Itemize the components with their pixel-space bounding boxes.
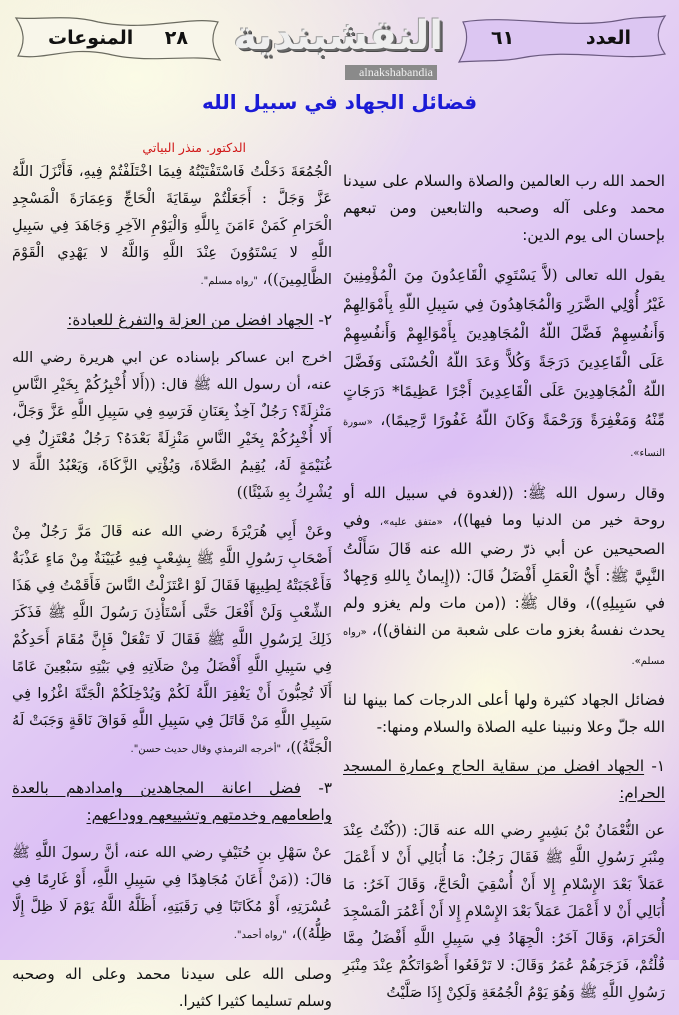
author-name: الدكتور. منذر البياتي	[142, 140, 246, 155]
closing-paragraph: وصلى الله على سيدنا محمد وعلى اله وصحبه وسلم تسليما كثيرا كثيرا.	[12, 965, 332, 1010]
hadith-paragraph: وقال رسول الله ﷺ: ((لغدوة في سبيل الله أو روحة خير من الدنيا وما فيها))، «متفق عليه»، وفي الصحيحين عن أبي ذرّ رضي الله عنه قَالَ سَأَلْتُ النَّبِيَّ ﷺ: أَيُّ الْعَمَلِ أَفْضَلُ قَالَ: ((إِيمانٌ بِاللهِ وَجِهادٌ في سَبِيلِهِ))، وقال ﷺ: ((من مات ولم يغزو ولم يحدث نفسهُ بغزو مات على شعبة من النفاق))، «رواه مسلم».	[343, 484, 666, 667]
section-heading-1: ١- الجهاد افضل من سقاية الحاج وعمارة المسجد الحرام:	[343, 757, 666, 802]
logo-subtitle: alnakshabandia	[345, 65, 437, 80]
intro-paragraph: الحمد الله رب العالمين والصلاة والسلام على سيدنا محمد وعلى آله وصحبه والتابعين ومن تبعهم بإحسان الى يوم الدين:	[343, 172, 665, 244]
hadith-paragraph: عنْ سَهْلِ بنِ حُنَيْفٍ رضي الله عنه، أنَّ رسولَ اللَّهِ ﷺ قالَ: ((مَنْ أَعَانَ مُجَاهِدًا فِي سَبِيلِ اللَّهِ، أَوْ غَارِمًا فِي عُسْرَتِهِ، أَوْ مُكَاتَبًا فِي رَقَبَتِهِ، أَظَلَّهُ اللَّهُ يَوْمَ لَا ظِلَّ إِلَّا ظِلُّهُ))، "رواه أحمد".	[12, 844, 332, 942]
hadith-paragraph: عن النُّعْمَانُ بْنُ بَشِيرٍ رضي الله عنه قَالَ: ((كُنْتُ عِنْدَ مِنْبَرِ رَسُولِ اللَّهِ ﷺ فَقَالَ رَجُلٌ: مَا أُبَالِي أَنْ لا أَعْمَلَ عَمَلاً بَعْدَ الإِسْلامِ إِلا أَنْ أُسْقِيَ الْحَاجَّ، وَقَالَ آخَرُ: مَا أُبَالِي أَنْ لا أَعْمَلَ عَمَلاً بَعْدَ الإِسْلامِ إِلا أَنْ أَعْمُرَ الْمَسْجِدَ الْحَرَامَ، وَقَالَ آخَرُ: الْجِهَادُ فِي سَبِيلِ اللَّهِ أَفْضَلُ مِمَّا قُلْتُمْ، فَزَجَرَهُمْ عُمَرُ وَقَالَ: لا تَرْفَعُوا أَصْوَاتَكُمْ عِنْدَ مِنْبَرِ رَسُولِ اللَّهِ ﷺ وَهُوَ يَوْمُ الْجُمُعَةِ وَلَكِنْ إِذَا صَلَّيْتُ	[343, 822, 665, 1001]
section-heading-2: ٢- الجهاد افضل من العزلة والتفرغ للعبادة:	[67, 311, 332, 329]
hadith-paragraph: اخرج ابن عساكر بإسناده عن ابي هريرة رضي الله عنه، أن رسول الله ﷺ قال: ((أَلا أُخْبِرُكُمْ بِخَيْرِ النَّاسِ مَنْزِلَةً؟ رَجُلٌ آخِذٌ بِعَنَانِ فَرَسِهِ فِي سَبِيلِ اللَّهِ عَزَّ وَجَلَّ، أَلا أُخْبِرُكُمْ بِخَيْرِ النَّاسِ مَنْزِلَةً بَعْدَهُ؟ رَجُلٌ مُعْتَزِلٌ فِي غُنَيْمَةٍ لَهُ، يُقِيمُ الصَّلاةَ، وَيُؤْتِي الزَّكَاةَ، وَيَعْبُدُ اللَّهَ لا يُشْرِكُ بِهِ شَيْئًا))	[12, 349, 332, 501]
section-banner	[8, 12, 228, 64]
page-number: ٢٨	[164, 27, 188, 49]
section-heading-3: ٣- فضل اعانة المجاهدين وامدادهم بالعدة واطعامهم وخدمتهم وتشييعهم ووداعهم:	[12, 779, 332, 824]
logo-title: النقشبندية	[233, 13, 443, 59]
hadith-paragraph: وعَنْ أَبِي هُرَيْرَةَ رضي الله عنه قَالَ مَرَّ رَجُلٌ مِنْ أَصْحَابِ رَسُولِ اللَّهِ ﷺ بِشِعْبٍ فِيهِ عُيَيْنَةٌ مِنْ مَاءٍ عَذْبَةٌ فَأَعْجَبَتْهُ لِطِيبِهَا فَقَالَ لَوْ اعْتَزَلْتُ النَّاسَ فَأَقَمْتُ فِي هَذَا الشِّعْبِ وَلَنْ أَفْعَلَ حَتَّى أَسْتَأْذِنَ رَسُولَ اللَّهِ ﷺ فَذَكَرَ ذَلِكَ لِرَسُولِ اللَّهِ ﷺ فَقَالَ لَا تَفْعَلْ فَإِنَّ مُقَامَ أَحَدِكُمْ فِي سَبِيلِ اللَّهِ أَفْضَلُ مِنْ صَلَاتِهِ فِي بَيْتِهِ سَبْعِينَ عَامًا أَلَا تُحِبُّونَ أَنْ يَغْفِرَ اللَّهُ لَكُمْ وَيُدْخِلَكُمْ الْجَنَّةَ اغْزُوا فِي سَبِيلِ اللَّهِ مَنْ قَاتَلَ فِي سَبِيلِ اللَّهِ فَوَاقَ نَاقَةٍ وَجَبَتْ لَهُ الْجَنَّةُ))، "أخرجه الترمذي وقال حديث حسن".	[12, 523, 332, 756]
article-title: فضائل الجهاد في سبيل الله	[201, 90, 478, 114]
ribbon-shape-icon	[451, 12, 671, 64]
quran-verse: يقول الله تعالى (لاَّ يَسْتَوِي الْقَاعِدُونَ مِنَ الْمُؤْمِنِينَ غَيْرُ أُوْلِي الضَّرَرِ وَالْمُجَاهِدُونَ فِي سَبِيلِ اللّهِ بِأَمْوَالِهِمْ وَأَنفُسِهِمْ فَضَّلَ اللّهُ الْمُجَاهِدِينَ بِأَمْوَالِهِمْ وَأَنفُسِهِمْ عَلَى الْقَاعِدِينَ دَرَجَةً وَكُلاًّ وَعَدَ اللّهُ الْحُسْنَى وَفَضَّلَ اللّهُ الْمُجَاهِدِينَ عَلَى الْقَاعِدِينَ أَجْرًا عَظِيمًا* دَرَجَاتٍ مِّنْهُ وَمَغْفِرَةً وَرَحْمَةً وَكَانَ اللّهُ غَفُورًا رَّحِيمًا)، «سورة النساء».	[343, 266, 665, 459]
hadith-continuation: الْجُمُعَةَ دَخَلْتُ فَاسْتَفْتَيْتُهُ فِيمَا اخْتَلَفْتُمْ فِيهِ، فَأَنْزَلَ اللَّهُ عَزَّ وَجَلَّ : أَجَعَلْتُمْ سِقَايَةَ الْحَاجِّ وَعِمَارَةَ الْمَسْجِدِ الْحَرَامِ كَمَنْ ءَامَنَ بِاللَّهِ وَالْيَوْمِ الآخِرِ وَجَاهَدَ فِي سَبِيلِ اللَّهِ لا يَسْتَوُونَ عِنْدَ اللَّهِ وَاللَّهُ لا يَهْدِي الْقَوْمَ الظَّالِمِينَ))، "رواه مسلم".	[12, 163, 332, 288]
issue-banner	[451, 12, 671, 64]
left-column	[12, 140, 332, 1010]
dot-icon	[349, 70, 356, 77]
right-column	[343, 168, 666, 1001]
issue-label: العدد	[585, 27, 631, 49]
virtues-paragraph: فضائل الجهاد كثيرة ولها أعلى الدرجات كما بينها لنا الله جلّ وعلا ونبينا عليه الصلاة والسلام ومنها:-	[343, 691, 665, 736]
issue-number: ٦١	[491, 27, 515, 49]
quran-reference: «سورة النساء».	[343, 417, 665, 459]
magazine-logo	[233, 8, 443, 80]
section-label: المنوعات	[48, 27, 134, 49]
